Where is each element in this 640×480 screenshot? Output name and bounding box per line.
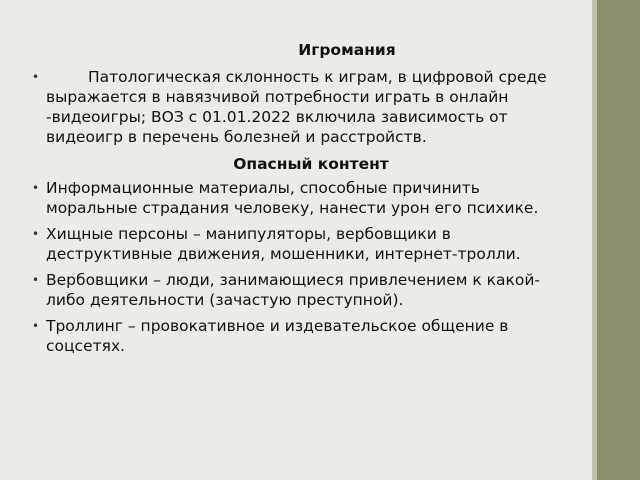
bullet-icon: • xyxy=(32,70,40,84)
bullet-icon: • xyxy=(32,181,40,195)
list-item xyxy=(32,316,576,356)
bullet-icon: • xyxy=(32,319,40,333)
addiction-definition xyxy=(32,67,576,147)
slide-title: Игромания xyxy=(298,41,396,59)
side-accent-bar-dark xyxy=(597,0,640,480)
list-item xyxy=(32,224,576,264)
list-item xyxy=(32,270,576,310)
list-item-text: Вербовщики – люди, занимающиеся привлечением к какой-либо деятельности (зачастую преступной). xyxy=(46,271,541,309)
list-item-text: Троллинг – провокативное и издевательское общение в соцсетях. xyxy=(46,317,509,355)
list-item-text: Хищные персоны – манипуляторы, вербовщики в деструктивные движения, мошенники, интернет-тролли. xyxy=(46,225,521,263)
list-item xyxy=(32,178,576,218)
slide-content xyxy=(32,40,576,356)
bullet-icon: • xyxy=(32,273,40,287)
bullet-icon: • xyxy=(32,227,40,241)
section-subtitle: Опасный контент xyxy=(233,155,389,173)
addiction-definition-text: Патологическая склонность к играм, в цифровой среде выражается в навязчивой потребности играть в онлайн -видеоигры; ВОЗ с 01.01.2022 включила зависимость от видеоигр в перечень болезней и расстройств. xyxy=(46,68,547,146)
list-item-text: Информационные материалы, способные причинить моральные страдания человеку, нанести урон его психике. xyxy=(46,179,539,217)
